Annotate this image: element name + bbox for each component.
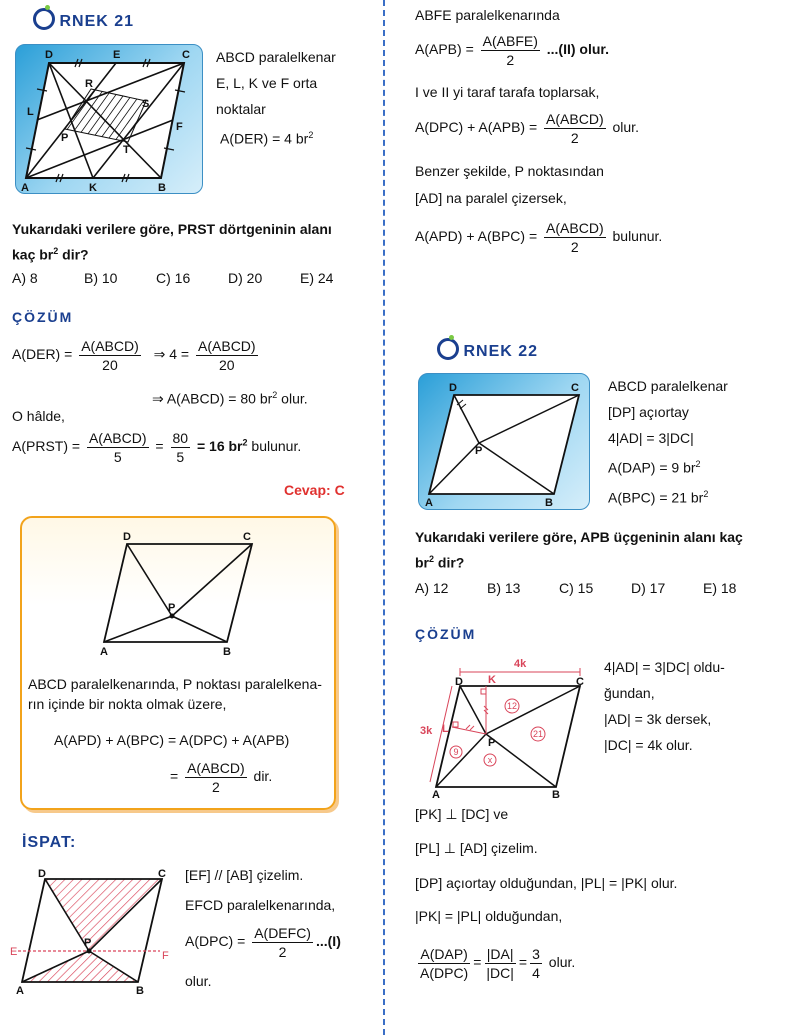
- proof-eq1: A(DPC) = $\frac{\text{A(DEFC)}}{2}$ ...(I): [185, 925, 341, 960]
- label-C: C: [182, 49, 190, 61]
- proof-figure: [10, 866, 180, 1001]
- theorem-label-P: P: [168, 602, 176, 614]
- ex22-label-A: A: [425, 497, 433, 509]
- solution-21-text: O hâlde,: [12, 408, 65, 424]
- label-R: R: [85, 78, 93, 90]
- right-line3: Benzer şekilde, P noktasından: [415, 163, 604, 179]
- proof-label-B: B: [136, 985, 144, 996]
- example-21-header: [33, 8, 134, 31]
- ex22s-label-D: D: [455, 676, 463, 688]
- ex22s-label-C: C: [576, 676, 584, 688]
- theorem-eq2: = $\frac{\text{A(ABCD)}}{2}$ dir.: [170, 760, 273, 795]
- column-divider: [383, 0, 385, 1035]
- example-22-given: ABCD paralelkenar [DP] açıortay 4|AD| = 3|DC| A(DAP) = 9 $br^2$ A(BPC) = 21 $br^2$: [608, 378, 728, 506]
- option-a[interactable]: A) 8: [12, 270, 38, 286]
- theorem-diagram: [22, 518, 334, 658]
- label-S: S: [142, 98, 150, 110]
- theorem-label-D: D: [123, 531, 131, 543]
- theorem-label-B: B: [223, 646, 231, 658]
- right-eq2: A(APB) = $\frac{\text{A(ABFE)}}{2}$ ...(II) olur.: [415, 33, 609, 68]
- given-area: A(DER) = 4 $br^2$: [220, 130, 314, 147]
- right-eq3: A(DPC) + A(APB) = $\frac{\text{A(ABCD)}}{2}$ olur.: [415, 111, 639, 146]
- solution-21-eq1: A(DER) = $\frac{\text{A(ABCD)}}{20}$ ⇒ 4 = $\frac{\text{A(ABCD)}}{20}$: [12, 338, 256, 373]
- proof-label-C: C: [158, 868, 166, 880]
- theorem-label-A: A: [100, 646, 108, 658]
- example-21-question: Yukarıdaki verilere göre, PRST dörtgeninin alanı kaç $br^2$ dir?: [12, 221, 332, 263]
- solution-22-ratio: $\frac{\text{A(DAP)}}{\text{A(DPC)}}$ = $\frac{|DA|}{|DC|}$ = $\frac{3}{4}$ olur.: [420, 946, 576, 981]
- right-eq4: A(APD) + A(BPC) = $\frac{\text{A(ABCD)}}{2}$ bulunur.: [415, 220, 663, 255]
- length-3k: 3k: [420, 725, 433, 737]
- label-K: K: [89, 182, 97, 193]
- example-22-options: [415, 580, 755, 600]
- ex22-label-D: D: [449, 382, 457, 394]
- example-21-figure: [15, 44, 203, 194]
- solution-22-figure: [418, 654, 598, 804]
- solution-22-s2: [PL] ⊥ [AD] çizelim.: [415, 840, 538, 856]
- ornek-o-icon: [437, 338, 459, 360]
- proof-diagram: [10, 866, 180, 996]
- option-e[interactable]: E) 18: [703, 580, 737, 596]
- solution-22-title: ÇÖZÜM: [415, 626, 477, 642]
- solution-22-s4: |PK| = |PL| olduğundan,: [415, 908, 563, 924]
- ex22s-label-L: L: [442, 723, 449, 735]
- right-line1: ABFE paralelkenarında: [415, 7, 560, 23]
- option-d[interactable]: D) 17: [631, 580, 666, 596]
- solution-21-eq3: A(PRST) = $\frac{\text{A(ABCD)}}{5}$ = $\frac{80}{5}$ = 16 $br^2$ bulunur.: [12, 430, 302, 465]
- theorem-text: ABCD paralelkenarında, P noktası paralelkena- rın içinde bir nokta olmak üzere,: [28, 676, 322, 712]
- option-b[interactable]: B) 10: [84, 270, 118, 286]
- example-22-figure: [418, 373, 590, 510]
- solution-21-title: ÇÖZÜM: [12, 309, 74, 325]
- right-line4: [AD] na paralel çizersek,: [415, 190, 567, 206]
- answer-21: Cevap: C: [284, 482, 345, 498]
- label-B: B: [158, 182, 166, 193]
- given-line: E, L, K ve F orta: [216, 75, 318, 91]
- example-22-header: [437, 338, 538, 361]
- example-21-options: [12, 270, 352, 290]
- ex22-label-B: B: [545, 497, 553, 509]
- option-c[interactable]: C) 16: [156, 270, 191, 286]
- label-P: P: [61, 132, 69, 144]
- parallelogram-22-diagram: [419, 374, 589, 509]
- proof-title: İSPAT:: [22, 834, 77, 851]
- ex22s-label-K: K: [488, 674, 496, 686]
- example-22-title: RNEK 22: [463, 343, 539, 360]
- theorem-label-C: C: [243, 531, 251, 543]
- length-4k: 4k: [514, 658, 527, 670]
- label-T: T: [123, 144, 130, 156]
- label-L: L: [27, 106, 34, 118]
- proof-label-E: E: [10, 946, 18, 958]
- option-b[interactable]: B) 13: [487, 580, 521, 596]
- label-E: E: [113, 49, 121, 61]
- proof-label-F: F: [162, 950, 169, 962]
- area-x-label: x: [487, 755, 493, 765]
- label-F: F: [176, 121, 183, 133]
- label-A: A: [21, 182, 29, 193]
- option-a[interactable]: A) 12: [415, 580, 449, 596]
- theorem-eq1: A(APD) + A(BPC) = A(DPC) + A(APB): [54, 732, 290, 748]
- given-line: noktalar: [216, 101, 266, 117]
- proof-label-A: A: [16, 985, 24, 996]
- given-line: ABCD paralelkenar: [216, 49, 336, 65]
- proof-label-P: P: [84, 937, 92, 949]
- option-c[interactable]: C) 15: [559, 580, 594, 596]
- solution-22-side: 4|AD| = 3|DC| oldu- ğundan, |AD| = 3k dersek, |DC| = 4k olur.: [604, 659, 725, 753]
- proof-line3: olur.: [185, 973, 212, 989]
- solution-22-s1: [PK] ⊥ [DC] ve: [415, 806, 509, 822]
- theorem-box: [20, 516, 336, 810]
- ornek-o-icon: [33, 8, 55, 30]
- solution-21-eq2: ⇒ A(ABCD) = 80 $br^2$ olur.: [152, 390, 308, 407]
- solution-22-diagram: [418, 654, 598, 799]
- proof-line2: EFCD paralelkenarında,: [185, 897, 336, 913]
- example-22-question: Yukarıdaki verilere göre, APB üçgeninin alanı kaç $br^2$ dir?: [415, 529, 743, 571]
- example-21-given: [216, 44, 336, 152]
- ex22-label-P: P: [475, 445, 483, 457]
- proof-label-D: D: [38, 868, 46, 880]
- ex22-label-C: C: [571, 382, 579, 394]
- proof-line1: [EF] // [AB] çizelim.: [185, 867, 304, 883]
- area-12-label: 12: [506, 701, 518, 711]
- ex22s-label-P: P: [488, 737, 496, 749]
- solution-22-s3: [DP] açıortay olduğundan, |PL| = |PK| olur.: [415, 875, 678, 891]
- area-9-label: 9: [453, 747, 459, 757]
- right-line2: I ve II yi taraf tarafa toplarsak,: [415, 84, 600, 100]
- ex22s-label-B: B: [552, 789, 560, 799]
- parallelogram-21-diagram: [16, 45, 202, 193]
- example-21-title: RNEK 21: [59, 13, 135, 30]
- ex22s-label-A: A: [432, 789, 440, 799]
- area-21-label: 21: [532, 729, 544, 739]
- label-D: D: [45, 49, 53, 61]
- option-d[interactable]: D) 20: [228, 270, 263, 286]
- option-e[interactable]: E) 24: [300, 270, 334, 286]
